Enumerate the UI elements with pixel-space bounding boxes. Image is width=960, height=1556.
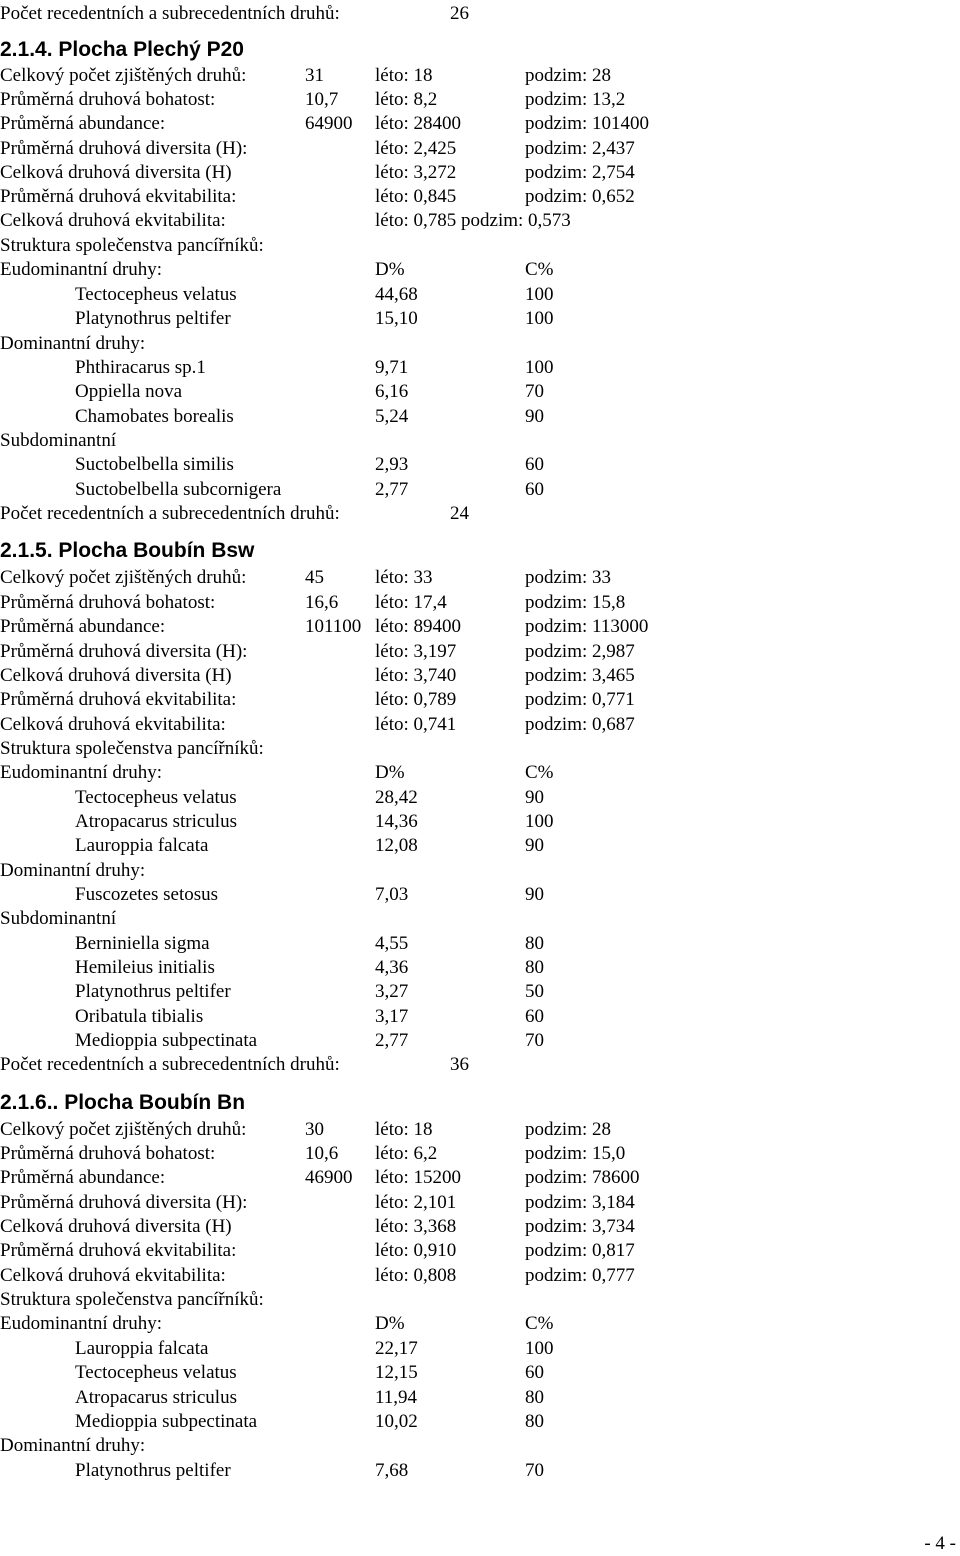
stat-label: Průměrná abundance: [0, 113, 166, 134]
stat-label: Celková druhová ekvitabilita: [0, 1265, 226, 1286]
recedent-label: Počet recedentních a subrecedentních druhů: [0, 503, 340, 524]
species-c: 80 [525, 1387, 544, 1408]
species-name: Hemileius initialis [75, 957, 215, 978]
stat-summer: léto: 0,845 [375, 186, 457, 207]
stat-total: 10,7 [305, 89, 339, 110]
species-d: 2,77 [375, 479, 409, 500]
species-c: 100 [525, 811, 554, 832]
stat-summer: léto: 8,2 [375, 89, 438, 110]
species-d: 3,27 [375, 981, 409, 1002]
stat-summer: léto: 0,808 [375, 1265, 457, 1286]
stat-label: Celková druhová diversita (H) [0, 162, 232, 183]
group-label: Eudominantní druhy: [0, 1313, 163, 1334]
section-heading-plechy: 2.1.4. Plocha Plechý P20 [0, 38, 244, 61]
stat-autumn: podzim: 0,687 [525, 714, 635, 735]
species-c: 80 [525, 933, 544, 954]
recedent-count: 36 [450, 1054, 469, 1075]
stat-summer: léto: 6,2 [375, 1143, 438, 1164]
recedent-label: Počet recedentních a subrecedentních druhů: [0, 1054, 340, 1075]
stat-summer: léto: 2,101 [375, 1192, 457, 1213]
stat-autumn: podzim: 101400 [525, 113, 650, 134]
stat-autumn: podzim: 28 [525, 65, 612, 86]
stat-autumn: podzim: 2,754 [525, 162, 635, 183]
species-d: 3,17 [375, 1006, 409, 1027]
species-d: 22,17 [375, 1338, 418, 1359]
section-heading-boubin-bn: 2.1.6.. Plocha Boubín Bn [0, 1091, 246, 1114]
structure-label-text: Struktura společenstva pancířníků: [0, 738, 264, 759]
stat-label: Celková druhová diversita (H) [0, 665, 232, 686]
stat-summer: léto: 89400 [375, 616, 462, 637]
species-name: Fuscozetes setosus [75, 884, 219, 905]
stat-autumn: podzim: 113000 [525, 616, 649, 637]
species-d: 4,36 [375, 957, 409, 978]
stat-summer: léto: 0,910 [375, 1240, 457, 1261]
species-c: 50 [525, 981, 544, 1002]
stat-label: Celkový počet zjištěných druhů: [0, 567, 247, 588]
species-d: 12,15 [375, 1362, 418, 1383]
stat-autumn: podzim: 33 [525, 567, 612, 588]
page-number: - 4 - [924, 1533, 956, 1554]
stat-autumn: podzim: 0,777 [525, 1265, 635, 1286]
species-name: Lauroppia falcata [75, 835, 209, 856]
species-name: Tectocepheus velatus [75, 1362, 237, 1383]
section-heading-boubin-bsw: 2.1.5. Plocha Boubín Bsw [0, 539, 255, 562]
species-c: 100 [525, 357, 554, 378]
species-name: Chamobates borealis [75, 406, 234, 427]
d-percent-header: D% [375, 762, 405, 783]
group-label: Dominantní druhy: [0, 1435, 146, 1456]
species-name: Berniniella sigma [75, 933, 210, 954]
stat-summer: léto: 3,272 [375, 162, 457, 183]
species-name: Suctobelbella subcornigera [75, 479, 282, 500]
species-c: 90 [525, 406, 544, 427]
species-c: 70 [525, 381, 544, 402]
species-c: 70 [525, 1030, 544, 1051]
species-c: 60 [525, 1006, 544, 1027]
species-c: 80 [525, 1411, 544, 1432]
stat-total: 45 [305, 567, 324, 588]
stat-autumn: podzim: 0,771 [525, 689, 635, 710]
species-d: 11,94 [375, 1387, 418, 1408]
stat-label: Celková druhová ekvitabilita: [0, 714, 226, 735]
group-label: Dominantní druhy: [0, 860, 146, 881]
group-label: Subdominantní [0, 908, 117, 929]
species-d: 5,24 [375, 406, 409, 427]
d-percent-header: D% [375, 259, 405, 280]
species-name: Platynothrus peltifer [75, 308, 231, 329]
stat-summer: léto: 3,197 [375, 641, 457, 662]
species-name: Suctobelbella similis [75, 454, 234, 475]
species-name: Atropacarus striculus [75, 1387, 237, 1408]
stat-label: Průměrná druhová bohatost: [0, 1143, 216, 1164]
stat-autumn: podzim: 2,437 [525, 138, 635, 159]
stat-summer: léto: 0,741 [375, 714, 457, 735]
stat-label: Průměrná druhová ekvitabilita: [0, 1240, 237, 1261]
d-percent-header: D% [375, 1313, 405, 1334]
species-d: 4,55 [375, 933, 409, 954]
species-d: 7,03 [375, 884, 409, 905]
stat-summer: léto: 2,425 [375, 138, 457, 159]
stat-total: 16,6 [305, 592, 339, 613]
stat-label: Celková druhová diversita (H) [0, 1216, 232, 1237]
species-c: 60 [525, 479, 544, 500]
stat-autumn: podzim: 3,184 [525, 1192, 635, 1213]
stat-total: 31 [305, 65, 324, 86]
stat-autumn: podzim: 13,2 [525, 89, 626, 110]
species-d: 2,77 [375, 1030, 409, 1051]
species-d: 44,68 [375, 284, 418, 305]
group-label: Eudominantní druhy: [0, 259, 163, 280]
species-c: 90 [525, 835, 544, 856]
species-c: 60 [525, 1362, 544, 1383]
species-d: 15,10 [375, 308, 418, 329]
stat-label: Průměrná druhová bohatost: [0, 89, 216, 110]
stat-total: 30 [305, 1119, 324, 1140]
species-name: Atropacarus striculus [75, 811, 237, 832]
stat-label: Průměrná druhová bohatost: [0, 592, 216, 613]
stat-autumn: podzim: 2,987 [525, 641, 635, 662]
recedent-label: Počet recedentních a subrecedentních druhů: [0, 3, 340, 24]
species-c: 100 [525, 1338, 554, 1359]
stat-summer: léto: 17,4 [375, 592, 447, 613]
structure-label-text: Struktura společenstva pancířníků: [0, 1289, 264, 1310]
stat-summer: léto: 18 [375, 65, 433, 86]
species-d: 9,71 [375, 357, 409, 378]
stat-total: 10,6 [305, 1143, 339, 1164]
structure-label-text: Struktura společenstva pancířníků: [0, 235, 264, 256]
species-c: 70 [525, 1460, 544, 1481]
stat-autumn: podzim: 3,465 [525, 665, 635, 686]
species-c: 90 [525, 787, 544, 808]
species-name: Oribatula tibialis [75, 1006, 204, 1027]
stat-label: Celková druhová ekvitabilita: [0, 210, 226, 231]
species-c: 100 [525, 308, 554, 329]
group-label: Eudominantní druhy: [0, 762, 163, 783]
stat-total: 46900 [305, 1167, 353, 1188]
species-name: Tectocepheus velatus [75, 787, 237, 808]
recedent-count: 26 [450, 3, 469, 24]
stat-label: Celkový počet zjištěných druhů: [0, 1119, 247, 1140]
stat-summer: léto: 28400 [375, 113, 462, 134]
species-name: Medioppia subpectinata [75, 1030, 258, 1051]
species-d: 7,68 [375, 1460, 409, 1481]
species-name: Medioppia subpectinata [75, 1411, 258, 1432]
species-name: Oppiella nova [75, 381, 183, 402]
c-percent-header: C% [525, 762, 554, 783]
recedent-count: 24 [450, 503, 469, 524]
stat-summer: léto: 0,785 podzim: 0,573 [375, 210, 571, 231]
stat-summer: léto: 3,740 [375, 665, 457, 686]
species-c: 80 [525, 957, 544, 978]
species-name: Phthiracarus sp.1 [75, 357, 206, 378]
stat-label: Průměrná druhová ekvitabilita: [0, 186, 237, 207]
stat-autumn: podzim: 3,734 [525, 1216, 635, 1237]
c-percent-header: C% [525, 259, 554, 280]
stat-total: 64900 [305, 113, 353, 134]
species-d: 6,16 [375, 381, 409, 402]
stat-summer: léto: 33 [375, 567, 433, 588]
stat-summer: léto: 15200 [375, 1167, 462, 1188]
stat-summer: léto: 3,368 [375, 1216, 457, 1237]
stat-autumn: podzim: 28 [525, 1119, 612, 1140]
group-label: Subdominantní [0, 430, 117, 451]
species-d: 12,08 [375, 835, 418, 856]
species-d: 10,02 [375, 1411, 418, 1432]
species-d: 14,36 [375, 811, 418, 832]
stat-label: Průměrná druhová diversita (H): [0, 1192, 248, 1213]
stat-label: Průměrná druhová ekvitabilita: [0, 689, 237, 710]
species-c: 100 [525, 284, 554, 305]
stat-autumn: podzim: 15,0 [525, 1143, 626, 1164]
species-d: 2,93 [375, 454, 409, 475]
stat-label: Průměrná abundance: [0, 1167, 166, 1188]
stat-autumn: podzim: 0,817 [525, 1240, 635, 1261]
stat-summer: léto: 0,789 [375, 689, 457, 710]
stat-autumn: podzim: 15,8 [525, 592, 626, 613]
stat-label: Průměrná druhová diversita (H): [0, 138, 248, 159]
species-name: Platynothrus peltifer [75, 1460, 231, 1481]
species-c: 90 [525, 884, 544, 905]
species-name: Tectocepheus velatus [75, 284, 237, 305]
stat-autumn: podzim: 78600 [525, 1167, 640, 1188]
stat-label: Celkový počet zjištěných druhů: [0, 65, 247, 86]
species-d: 28,42 [375, 787, 418, 808]
stat-autumn: podzim: 0,652 [525, 186, 635, 207]
species-name: Platynothrus peltifer [75, 981, 231, 1002]
species-name: Lauroppia falcata [75, 1338, 209, 1359]
stat-summer: léto: 18 [375, 1119, 433, 1140]
stat-total: 101100 [305, 616, 362, 637]
c-percent-header: C% [525, 1313, 554, 1334]
species-c: 60 [525, 454, 544, 475]
stat-label: Průměrná druhová diversita (H): [0, 641, 248, 662]
stat-label: Průměrná abundance: [0, 616, 166, 637]
group-label: Dominantní druhy: [0, 333, 146, 354]
